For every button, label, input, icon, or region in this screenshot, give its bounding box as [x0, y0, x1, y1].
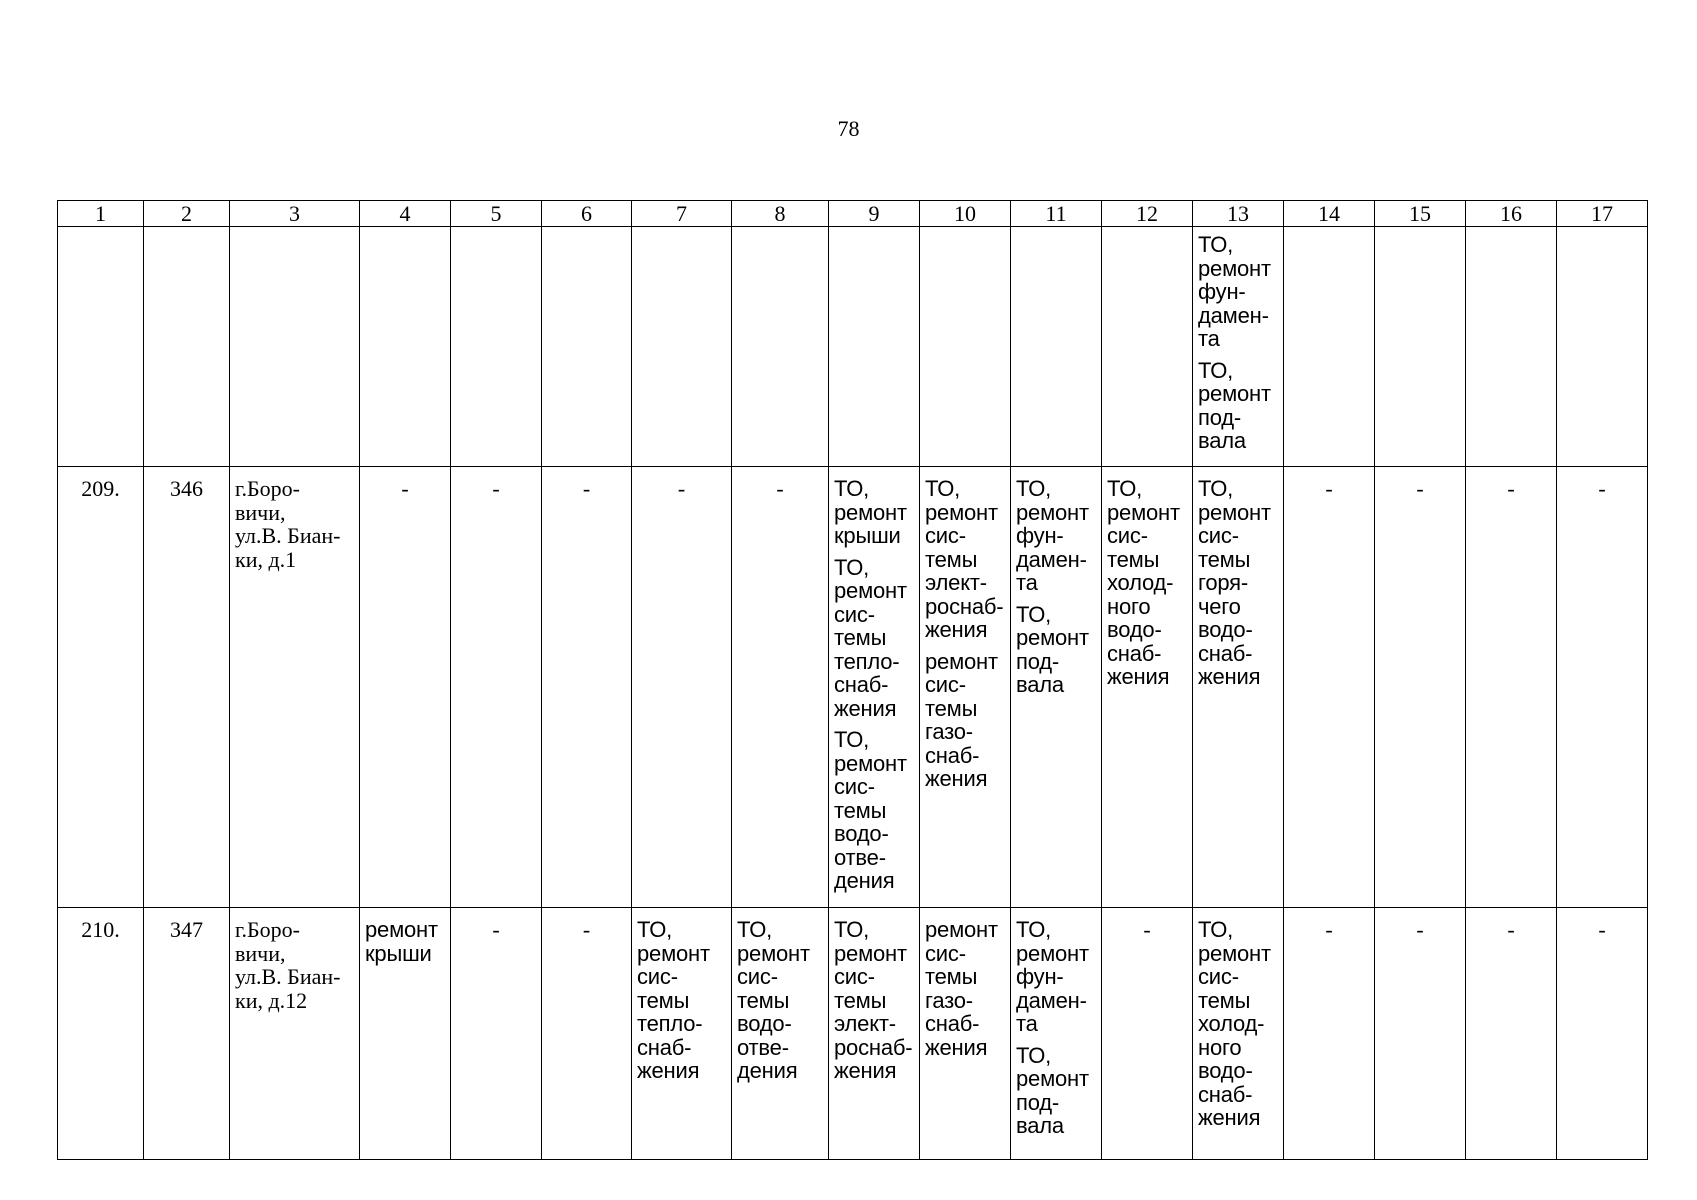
work-item-line: сис- — [637, 964, 678, 989]
work-item-line: элект- — [925, 570, 987, 595]
work-item — [637, 918, 728, 1083]
work-item-line: водо- — [834, 821, 889, 846]
work-item-line: дамен- — [1016, 987, 1087, 1013]
work-item-line: темы — [1198, 546, 1251, 572]
table-cell — [732, 227, 829, 467]
work-item-line: ремонт — [1107, 499, 1180, 525]
table-cell — [230, 227, 360, 467]
work-item-line: тепло- — [637, 1011, 703, 1036]
table-cell — [360, 227, 451, 467]
work-item-line: ремонт — [925, 648, 998, 674]
work-item-line: ремонт — [1016, 625, 1089, 650]
work-item-line: сис- — [1198, 964, 1239, 989]
work-list-cell — [829, 467, 920, 908]
column-header: 2 — [144, 201, 230, 227]
work-item-line: ТО, — [1016, 917, 1052, 942]
work-item — [834, 918, 916, 1083]
column-header: 8 — [732, 201, 829, 227]
work-item-line: сис- — [925, 940, 966, 966]
work-item-line: темы — [737, 987, 790, 1013]
work-item-line: дения — [737, 1058, 798, 1083]
work-item-line: снаб- — [925, 1011, 980, 1036]
work-item-line: жения — [834, 1058, 897, 1083]
work-item-line: жения — [925, 766, 988, 791]
work-item-line: темы — [834, 625, 887, 650]
work-item-line: ремонт — [737, 940, 810, 966]
work-item-line: крыши — [834, 523, 901, 548]
work-item-line: ремонт — [637, 940, 710, 966]
work-item-line: ТО, — [834, 727, 870, 752]
work-item-line: ремонт — [834, 578, 907, 603]
work-list-cell — [732, 908, 829, 1160]
row-index-cell: 210. — [58, 908, 144, 1160]
work-item-line: холод- — [1107, 570, 1174, 595]
work-item-line: вала — [1016, 672, 1064, 697]
work-item-line: ремонт — [365, 917, 438, 942]
work-list-cell — [360, 908, 451, 1160]
work-list-cell — [1011, 467, 1102, 908]
work-item-line: крыши — [365, 940, 432, 966]
work-item-line: снаб- — [1198, 1081, 1253, 1107]
address-line: г.Боро- — [235, 917, 301, 942]
work-item-line: темы — [925, 695, 978, 721]
work-item-line: под- — [1016, 648, 1060, 674]
address-line: ки, д.1 — [235, 546, 297, 572]
dash-cell: - — [1466, 908, 1557, 1160]
work-item-line: снаб- — [1198, 640, 1253, 666]
work-item — [1198, 918, 1280, 1130]
dash-cell: - — [451, 467, 542, 908]
column-header: 13 — [1193, 201, 1284, 227]
work-list-cell — [1193, 908, 1284, 1160]
work-item-line: темы — [637, 987, 690, 1013]
work-item — [1016, 918, 1098, 1036]
work-item — [1016, 477, 1098, 595]
table-cell — [542, 227, 632, 467]
work-item-line: сис- — [834, 774, 875, 799]
work-item-line: отве- — [834, 844, 886, 870]
work-item — [1107, 477, 1189, 689]
table-cell — [1557, 227, 1648, 467]
column-header: 12 — [1102, 201, 1193, 227]
work-item-line: ремонт — [1016, 499, 1089, 525]
column-header: 6 — [542, 201, 632, 227]
column-header: 1 — [58, 201, 144, 227]
work-item-line: газо- — [925, 719, 973, 744]
work-item-line: водо- — [1107, 617, 1162, 642]
column-header: 15 — [1375, 201, 1466, 227]
work-item — [925, 650, 1007, 791]
dash-cell: - — [1284, 467, 1375, 908]
work-item — [1016, 603, 1098, 697]
work-item-line: сис- — [925, 523, 966, 548]
work-item-line: под- — [1198, 404, 1242, 430]
work-item-line: ного — [1198, 1034, 1242, 1060]
work-item-line: снаб- — [834, 672, 889, 697]
work-item-line: ТО, — [1016, 1042, 1052, 1068]
repair-schedule-table — [57, 200, 1648, 1160]
work-item — [925, 918, 1007, 1059]
dash-cell: - — [1102, 908, 1193, 1160]
work-item-line: ремонт — [1198, 255, 1271, 281]
column-header: 4 — [360, 201, 451, 227]
dash-cell: - — [732, 467, 829, 908]
address-line: ки, д.12 — [235, 987, 308, 1013]
dash-cell: - — [451, 908, 542, 1160]
work-item — [834, 728, 916, 893]
work-item-line: дамен- — [1198, 302, 1269, 328]
work-item-line: ТО, — [637, 917, 673, 942]
work-item-line: темы — [925, 964, 978, 989]
work-item-line: темы — [1198, 987, 1251, 1013]
work-item — [365, 918, 447, 965]
address-cell — [230, 467, 360, 908]
column-number-header-row — [58, 201, 1648, 227]
work-item-line: газо- — [925, 987, 973, 1013]
work-item-line: сис- — [1107, 523, 1148, 548]
address-line: г.Боро- — [235, 476, 301, 501]
table-cell — [58, 227, 144, 467]
work-item-line: вала — [1198, 428, 1246, 453]
work-item — [1198, 233, 1280, 351]
work-item-line: ремонт — [834, 750, 907, 776]
work-item-line: сис- — [737, 964, 778, 989]
address-line: вичи, — [235, 499, 286, 525]
work-item-line: ного — [1107, 593, 1151, 619]
work-list-cell — [1193, 467, 1284, 908]
work-item-line: под- — [1016, 1089, 1060, 1115]
work-item-line: ремонт — [1016, 940, 1089, 966]
work-item-line: чего — [1198, 593, 1241, 619]
work-list-cell — [1102, 467, 1193, 908]
work-item-line: жения — [637, 1058, 700, 1083]
dash-cell: - — [542, 908, 632, 1160]
work-item-line: жения — [925, 617, 988, 642]
work-item-line: жения — [1198, 664, 1261, 689]
dash-cell: - — [1466, 467, 1557, 908]
work-list-cell — [920, 467, 1011, 908]
work-item-line: ремонт — [925, 499, 998, 525]
work-list-cell — [632, 908, 732, 1160]
column-header: 5 — [451, 201, 542, 227]
table-cell — [144, 227, 230, 467]
table-cell — [829, 227, 920, 467]
work-item-line: фун- — [1016, 964, 1064, 989]
work-item-line: ремонт — [1198, 499, 1271, 525]
work-item-line: водо- — [1198, 617, 1253, 642]
register-number-cell: 347 — [144, 908, 230, 1160]
work-item — [1198, 359, 1280, 453]
address-cell — [230, 908, 360, 1160]
work-item-line: ремонт — [1198, 940, 1271, 966]
column-header: 11 — [1011, 201, 1102, 227]
work-item-line: ТО, — [1198, 476, 1234, 501]
address-line: вичи, — [235, 940, 286, 966]
work-item-line: темы — [925, 546, 978, 572]
table-cell — [451, 227, 542, 467]
column-header: 16 — [1466, 201, 1557, 227]
table-cell — [1284, 227, 1375, 467]
work-item-line: вала — [1016, 1113, 1064, 1138]
dash-cell: - — [1375, 908, 1466, 1160]
page-number: 78 — [837, 116, 860, 141]
table-cell — [920, 227, 1011, 467]
work-item-line: ТО, — [1107, 476, 1143, 501]
dash-cell: - — [1375, 467, 1466, 908]
work-item-line: сис- — [925, 672, 966, 697]
work-item-line: сис- — [834, 964, 875, 989]
register-number-cell: 346 — [144, 467, 230, 908]
work-list-cell — [1193, 227, 1284, 467]
table-cell — [1102, 227, 1193, 467]
work-item-line: та — [1016, 1011, 1038, 1036]
table-cell — [1375, 227, 1466, 467]
work-item-line: элект- — [834, 1011, 896, 1036]
column-header: 17 — [1557, 201, 1648, 227]
work-item-line: жения — [1107, 664, 1170, 689]
work-item-line: фун- — [1016, 523, 1064, 548]
work-item-line: роснаб- — [925, 593, 1004, 619]
work-item-line: ТО, — [834, 917, 870, 942]
work-item-line: горя- — [1198, 570, 1249, 595]
dash-cell: - — [1557, 908, 1648, 1160]
work-item — [737, 918, 825, 1083]
work-item-line: сис- — [1198, 523, 1239, 548]
work-item-line: ТО, — [1016, 601, 1052, 627]
address-line: ул.В. Биан- — [235, 964, 341, 989]
row-index-cell: 209. — [58, 467, 144, 908]
work-item-line: ТО, — [1016, 476, 1052, 501]
column-header: 9 — [829, 201, 920, 227]
table-cell — [632, 227, 732, 467]
work-item-line: ТО, — [834, 554, 870, 580]
table-row-209 — [58, 467, 1648, 908]
column-header: 14 — [1284, 201, 1375, 227]
work-item-line: жения — [834, 695, 897, 721]
work-item-line: снаб- — [637, 1034, 692, 1060]
dash-cell: - — [1284, 908, 1375, 1160]
work-item-line: ремонт — [1016, 1066, 1089, 1091]
work-item-line: ТО, — [737, 917, 773, 942]
work-item-line: ТО, — [1198, 357, 1234, 383]
work-item — [1198, 477, 1280, 689]
work-item-line: ремонт — [834, 499, 907, 525]
work-item — [834, 477, 916, 548]
work-item-line: водо- — [1198, 1058, 1253, 1083]
work-item-line: отве- — [737, 1034, 789, 1060]
work-item-line: водо- — [737, 1011, 792, 1036]
work-item-line: ТО, — [834, 476, 870, 501]
work-item-line: роснаб- — [834, 1034, 913, 1060]
work-item-line: фун- — [1198, 279, 1246, 304]
work-item-line: сис- — [834, 601, 875, 627]
dash-cell: - — [542, 467, 632, 908]
work-item-line: темы — [834, 987, 887, 1013]
work-item-line: ТО, — [925, 476, 961, 501]
column-header: 10 — [920, 201, 1011, 227]
column-header: 7 — [632, 201, 732, 227]
work-item-line: та — [1016, 570, 1038, 595]
work-item-line: холод- — [1198, 1011, 1265, 1036]
dash-cell: - — [632, 467, 732, 908]
dash-cell: - — [360, 467, 451, 908]
work-item-line: ремонт — [1198, 381, 1271, 406]
table-cell — [1011, 227, 1102, 467]
continuation-row — [58, 227, 1648, 467]
work-item-line: жения — [925, 1034, 988, 1060]
work-item-line: ремонт — [834, 940, 907, 966]
work-list-cell — [829, 908, 920, 1160]
work-item — [1016, 1044, 1098, 1138]
work-item-line: та — [1198, 326, 1220, 351]
work-item-line: снаб- — [925, 742, 980, 768]
table-row-210 — [58, 908, 1648, 1160]
work-item-line: темы — [1107, 546, 1160, 572]
table-cell — [1466, 227, 1557, 467]
work-item-line: тепло- — [834, 648, 900, 674]
address-line: ул.В. Биан- — [235, 523, 341, 548]
dash-cell: - — [1557, 467, 1648, 908]
work-item-line: жения — [1198, 1105, 1261, 1130]
work-item-line: темы — [834, 797, 887, 823]
work-list-cell — [1011, 908, 1102, 1160]
work-list-cell — [920, 908, 1011, 1160]
work-item-line: ремонт — [925, 917, 998, 942]
work-item-line: дамен- — [1016, 546, 1087, 572]
work-item-line: снаб- — [1107, 640, 1162, 666]
column-header: 3 — [230, 201, 360, 227]
work-item-line: дения — [834, 868, 895, 893]
work-item-line: ТО, — [1198, 232, 1234, 257]
work-item — [834, 556, 916, 721]
work-item — [925, 477, 1007, 642]
work-item-line: ТО, — [1198, 917, 1234, 942]
